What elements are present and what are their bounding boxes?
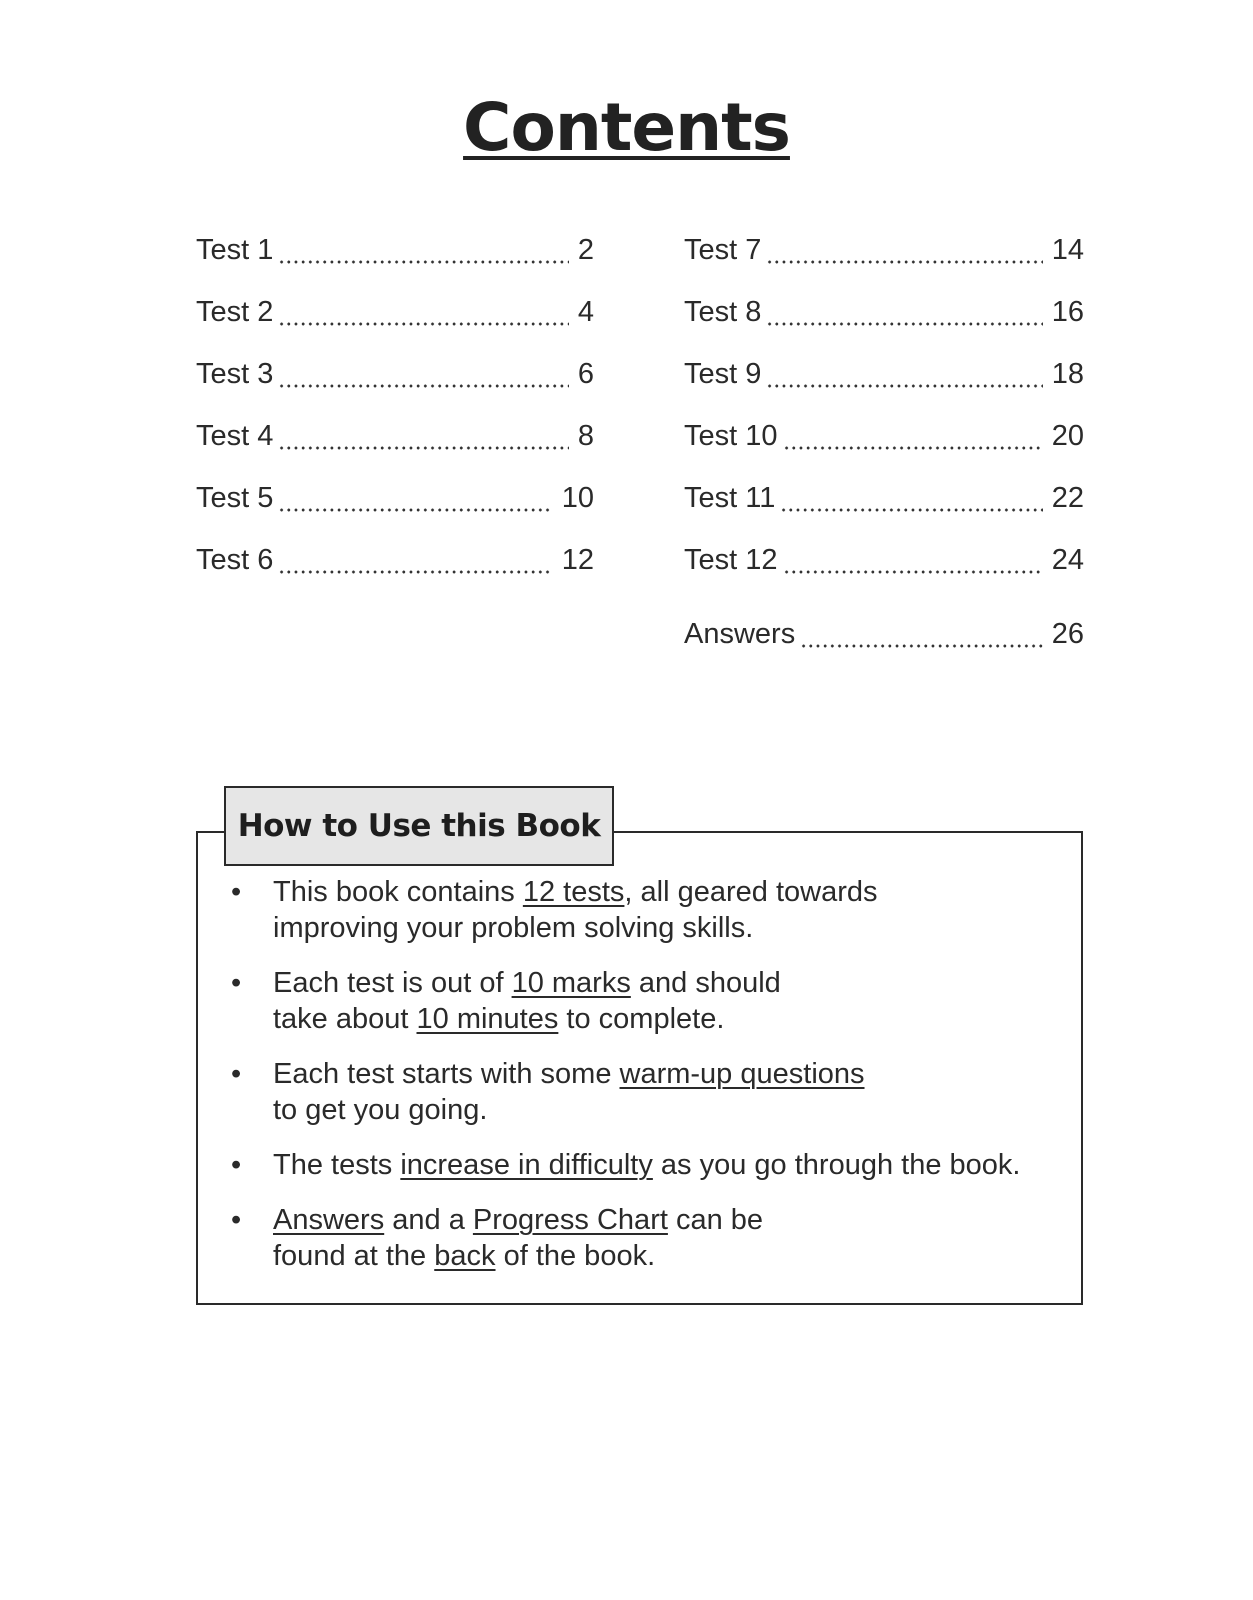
underlined-text: 12 tests xyxy=(522,876,625,908)
dot-leader xyxy=(278,569,552,575)
page-title-text: Contents xyxy=(463,89,790,166)
dot-leader xyxy=(766,383,1042,389)
underlined-text: 10 minutes xyxy=(416,1003,559,1035)
toc-entry-label: Test 3 xyxy=(196,358,274,390)
text: as you go through the book. xyxy=(652,1149,1021,1181)
dot-leader xyxy=(278,445,568,451)
toc-entry-page: 6 xyxy=(577,358,594,390)
text: and should xyxy=(630,967,781,999)
toc-entry-page: 18 xyxy=(1051,358,1084,390)
text: improving your problem solving skills. xyxy=(273,912,754,944)
toc-entry-page: 8 xyxy=(577,420,594,452)
text: Each test is out of xyxy=(273,967,512,999)
toc-entry-answers[interactable] xyxy=(684,614,1084,676)
toc-entry-label: Test 12 xyxy=(684,544,778,576)
text: to get you going. xyxy=(273,1094,488,1126)
bullet: • xyxy=(231,1149,242,1181)
bullet: • xyxy=(231,876,242,908)
toc-entry-page: 20 xyxy=(1051,420,1084,452)
toc-entry-label: Test 1 xyxy=(196,234,274,266)
underlined-text: Progress Chart xyxy=(472,1204,668,1236)
text: and a xyxy=(384,1204,473,1236)
dot-leader xyxy=(278,507,552,513)
text: , all geared towards xyxy=(624,876,878,908)
toc-entry-label: Test 11 xyxy=(684,482,776,514)
list-item xyxy=(228,1147,1078,1183)
list-item xyxy=(228,1056,1078,1128)
toc-entry[interactable] xyxy=(684,416,1084,478)
toc-entry-page: 12 xyxy=(561,544,594,576)
item-line xyxy=(273,965,1078,1001)
toc-entry-page: 26 xyxy=(1051,618,1084,650)
toc-entry-label: Test 7 xyxy=(684,234,762,266)
item-line xyxy=(273,1238,1078,1274)
how-to-use-list xyxy=(228,874,1078,1293)
toc-entry-page: 24 xyxy=(1051,544,1084,576)
toc-entry-page: 2 xyxy=(577,234,594,266)
dot-leader xyxy=(800,643,1043,649)
toc-entry[interactable] xyxy=(684,230,1084,292)
underlined-text: warm-up questions xyxy=(619,1058,865,1090)
toc-entry-page: 14 xyxy=(1051,234,1084,266)
underlined-text: increase in difficulty xyxy=(400,1149,653,1181)
dot-leader xyxy=(278,259,568,265)
toc-entry[interactable] xyxy=(196,478,594,540)
dot-leader xyxy=(783,569,1043,575)
toc-entry[interactable] xyxy=(684,478,1084,540)
item-line xyxy=(273,1202,1078,1238)
toc-entry-label: Test 10 xyxy=(684,420,778,452)
toc-entry-page: 22 xyxy=(1051,482,1084,514)
underlined-text: 10 marks xyxy=(511,967,631,999)
item-line xyxy=(273,1056,1078,1092)
toc-entry-label: Test 9 xyxy=(684,358,762,390)
toc-entry[interactable] xyxy=(684,540,1084,602)
item-line xyxy=(273,910,1078,946)
item-line xyxy=(273,1001,1078,1037)
toc-right-column xyxy=(684,230,1084,676)
text: The tests xyxy=(273,1149,401,1181)
bullet: • xyxy=(231,1204,242,1236)
list-item xyxy=(228,874,1078,946)
dot-leader xyxy=(278,383,568,389)
list-item xyxy=(228,965,1078,1037)
toc-entry-label: Test 5 xyxy=(196,482,274,514)
item-line xyxy=(273,1147,1078,1183)
toc-entry[interactable] xyxy=(196,540,594,602)
page-title xyxy=(0,86,1253,170)
underlined-text: Answers xyxy=(273,1204,385,1236)
toc-entry[interactable] xyxy=(196,354,594,416)
dot-leader xyxy=(766,259,1042,265)
text: Each test starts with some xyxy=(273,1058,620,1090)
item-line xyxy=(273,874,1078,910)
text: This book contains xyxy=(273,876,523,908)
text: can be xyxy=(667,1204,764,1236)
toc-entry[interactable] xyxy=(684,354,1084,416)
how-to-use-heading: How to Use this Book xyxy=(224,786,614,866)
toc-entry[interactable] xyxy=(196,230,594,292)
dot-leader xyxy=(783,445,1043,451)
bullet: • xyxy=(231,967,242,999)
toc-entry-page: 16 xyxy=(1051,296,1084,328)
list-item xyxy=(228,1202,1078,1274)
toc-entry-page: 4 xyxy=(577,296,594,328)
toc-entry[interactable] xyxy=(684,292,1084,354)
toc-entry-label: Test 4 xyxy=(196,420,274,452)
toc-entry-label: Test 6 xyxy=(196,544,274,576)
toc-entry[interactable] xyxy=(196,416,594,478)
toc-left-column xyxy=(196,230,594,602)
text: to complete. xyxy=(558,1003,725,1035)
bullet: • xyxy=(231,1058,242,1090)
toc-entry[interactable] xyxy=(196,292,594,354)
item-line xyxy=(273,1092,1078,1128)
toc-entry-page: 10 xyxy=(561,482,594,514)
text: take about xyxy=(273,1003,417,1035)
dot-leader xyxy=(766,321,1042,327)
toc-entry-label: Test 2 xyxy=(196,296,274,328)
dot-leader xyxy=(780,507,1042,513)
toc-entry-label: Answers xyxy=(684,618,796,650)
underlined-text: back xyxy=(434,1240,496,1272)
toc-entry-label: Test 8 xyxy=(684,296,762,328)
text: of the book. xyxy=(495,1240,656,1272)
text: found at the xyxy=(273,1240,435,1272)
dot-leader xyxy=(278,321,568,327)
